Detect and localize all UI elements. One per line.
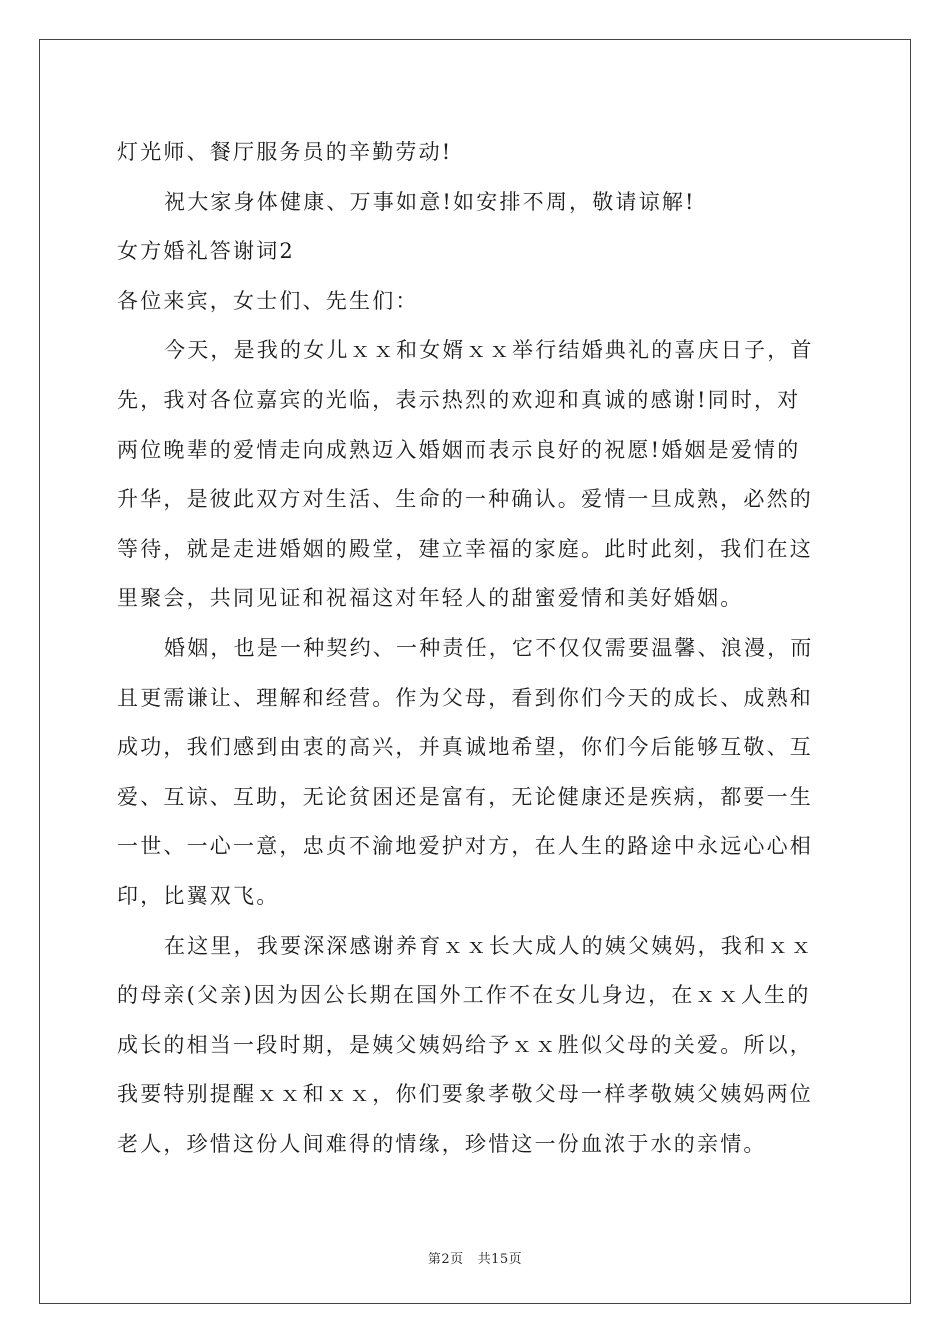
text-line: 祝大家身体健康、万事如意!如安排不周，敬请谅解!: [164, 189, 696, 214]
document-body: [117, 128, 833, 1169]
text-line: 我要特别提醒ｘｘ和ｘｘ，你们要象孝敬父母一样孝敬姨父姨妈两位: [117, 1082, 813, 1107]
text-line: 女方婚礼答谢词2: [117, 239, 295, 264]
text-line: 在这里，我要深深感谢养育ｘｘ长大成人的姨父姨妈，我和ｘｘ: [164, 933, 814, 958]
text-line: 婚姻，也是一种契约、一种责任，它不仅仅需要温馨、浪漫，而: [164, 635, 814, 660]
text-line: 老人，珍惜这份人间难得的情缘，珍惜这一份血浓于水的亲情。: [117, 1131, 767, 1156]
total-pages: 共15页: [477, 1252, 523, 1267]
text-line: 一世、一心一意，忠贞不渝地爱护对方，在人生的路途中永远心心相: [117, 834, 813, 859]
text-line: 的母亲(父亲)因为因公长期在国外工作不在女儿身边，在ｘｘ人生的: [117, 983, 811, 1008]
text-line: 里聚会，共同见证和祝福这对年轻人的甜蜜爱情和美好婚姻。: [117, 586, 744, 611]
text-line: 爱、互谅、互助，无论贫困还是富有，无论健康还是疾病，都要一生: [117, 784, 813, 809]
text-line: 等待，就是走进婚姻的殿堂，建立幸福的家庭。此时此刻，我们在这: [117, 536, 813, 561]
text-line: 灯光师、餐厅服务员的辛勤劳动!: [117, 140, 453, 164]
text-line: 两位晚辈的爱情走向成熟迈入婚姻而表示良好的祝愿!婚姻是爱情的: [117, 437, 801, 462]
page-number: 第2页: [427, 1252, 464, 1267]
text-line: 成功，我们感到由衷的高兴，并真诚地希望，你们今后能够互敬、互: [117, 735, 813, 760]
text-line: 先，我对各位嘉宾的光临，表示热烈的欢迎和真诚的感谢!同时，对: [117, 387, 801, 412]
text-line: 且更需谦让、理解和经营。作为父母，看到你们今天的成长、成熟和: [117, 685, 813, 710]
text-line: 今天，是我的女儿ｘｘ和女婿ｘｘ举行结婚典礼的喜庆日子，首: [164, 338, 814, 363]
text-line: 各位来宾，女士们、先生们：: [117, 288, 419, 313]
text-line: 成长的相当一段时期，是姨父姨妈给予ｘｘ胜似父母的关爱。所以，: [117, 1032, 813, 1057]
text-line: 升华，是彼此双方对生活、生命的一种确认。爱情一旦成熟，必然的: [117, 487, 813, 512]
text-line: 印，比翼双飞。: [117, 883, 280, 908]
page-footer: [0, 1248, 950, 1267]
